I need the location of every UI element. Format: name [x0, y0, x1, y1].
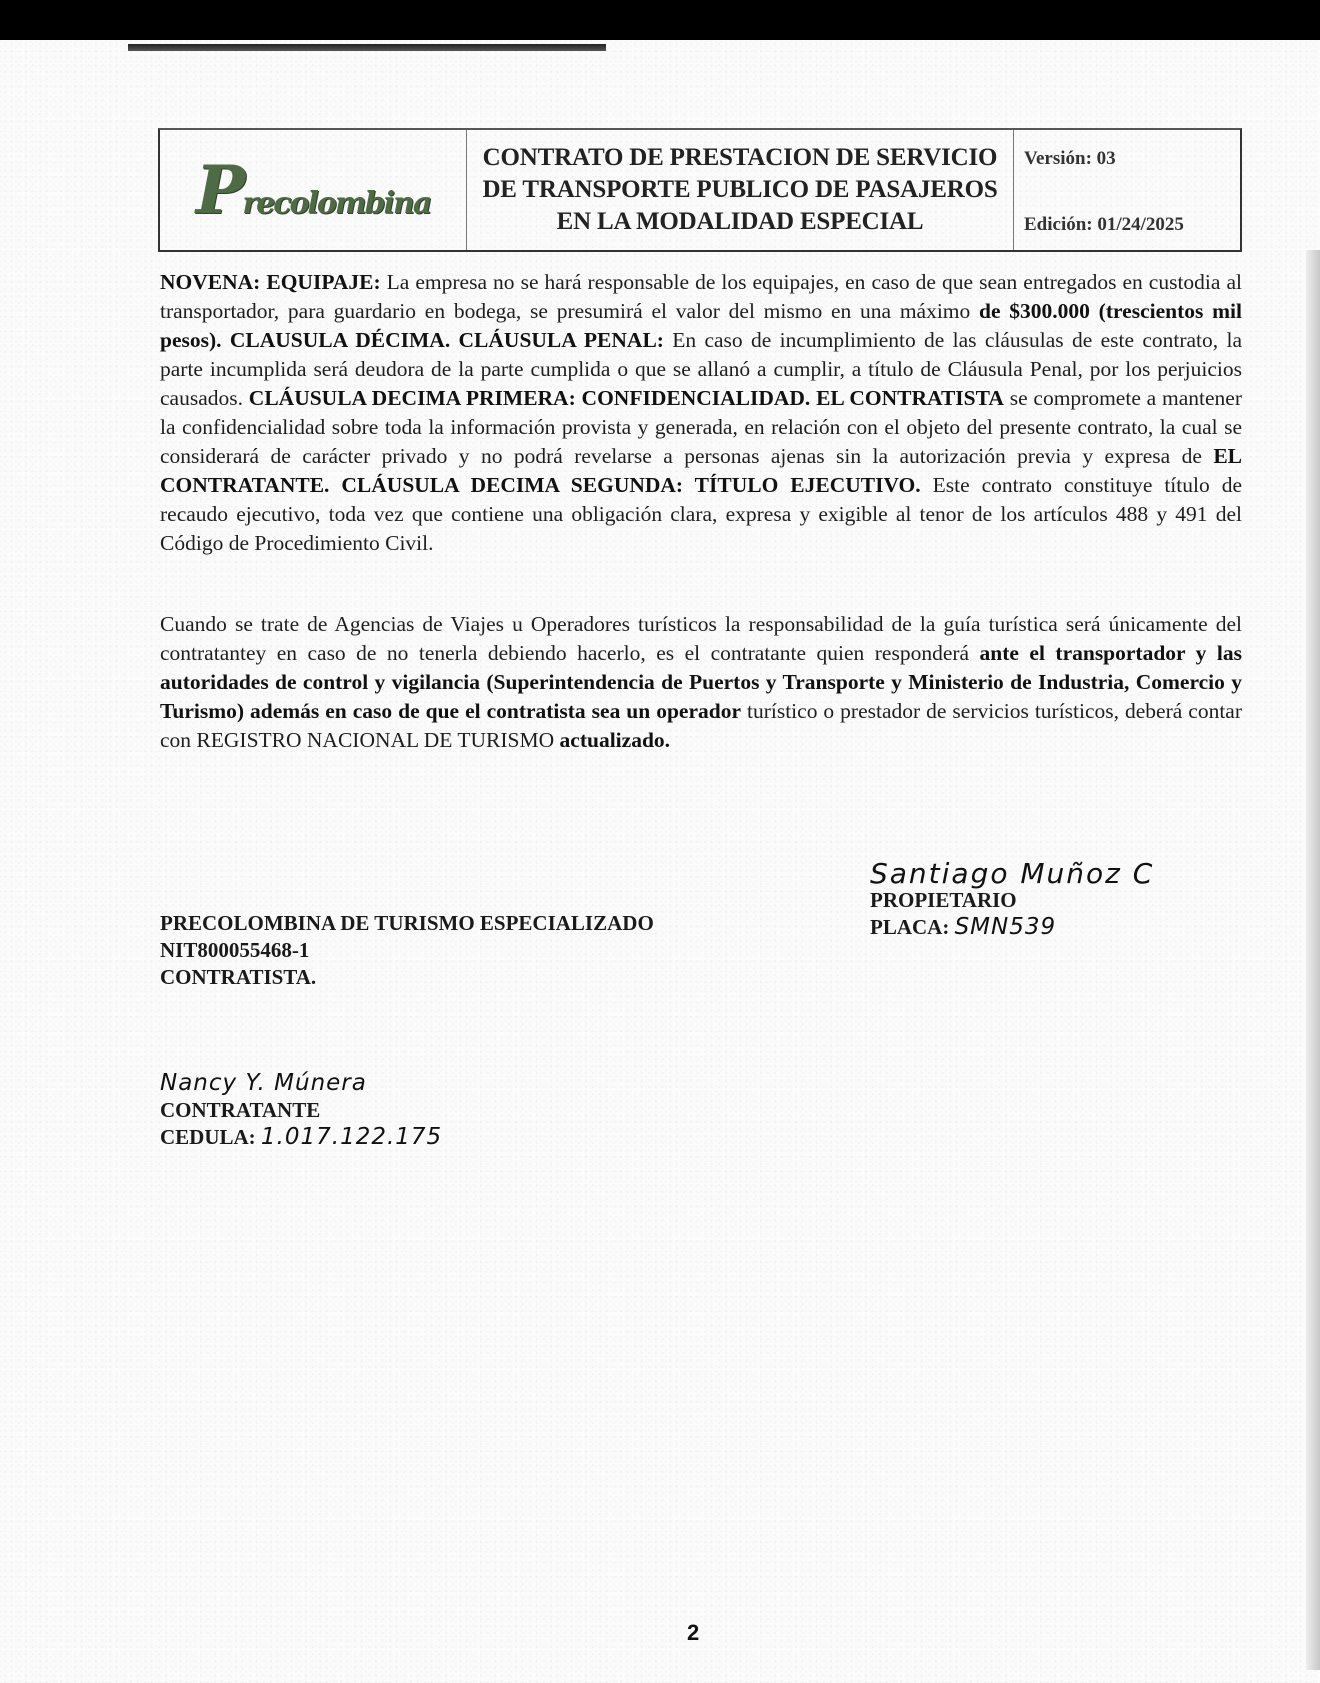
- agencies-text-bold: ante el transportador y las autoridades de control y vigilancia (Superintendencia de Puertos y Transporte y Ministerio de Industria, Comercio y Turismo) además en caso de que el contratista sea un operador: [160, 641, 1242, 723]
- logo-cell: [160, 130, 467, 250]
- clause-novena-heading: NOVENA: EQUIPAJE:: [160, 270, 381, 294]
- cedula-label: CEDULA:: [160, 1125, 256, 1149]
- clause-novena-text: La empresa no se hará responsable de los equipajes, en caso de que sean entregados en custodia al transportador, para guardario en bodega, se presumirá el valor del mismo en una máximo: [160, 270, 1242, 323]
- clause-decima-primera-party: EL CONTRATANTE.: [160, 444, 1242, 497]
- agencies-text-tail: turístico o prestador de servicios turísticos, deberá contar con REGISTRO NACIONAL DE TURISMO: [160, 699, 1242, 752]
- agencies-paragraph: [160, 610, 1242, 755]
- clause-decima-segunda-heading: CLÁUSULA DECIMA SEGUNDA: TÍTULO EJECUTIVO.: [329, 473, 921, 497]
- clause-decima-heading: CLAUSULA DÉCIMA. CLÁUSULA PENAL:: [221, 328, 664, 352]
- edition-label: Edición: 01/24/2025: [1024, 214, 1184, 235]
- contratante-role: CONTRATANTE: [160, 1098, 321, 1122]
- propietario-signature-block: [870, 857, 1155, 941]
- company-logo: Precolombina: [195, 151, 431, 229]
- version-label: Versión: 03: [1024, 148, 1116, 169]
- plate-value: SMN539: [954, 914, 1057, 940]
- propietario-handwritten-signature: Santiago Muñoz C: [870, 857, 1155, 890]
- clause-decima-segunda-text: Este contrato constituye título de recaudo ejecutivo, toda vez que contiene una obligación clara, expresa y exigible al tenor de los artículos 488 y 491 del Código de Procedimiento Civil.: [160, 473, 1242, 555]
- contratante-signature-block: [160, 1070, 442, 1151]
- clauses-paragraph: [160, 268, 1242, 558]
- clause-decima-text: En caso de incumplimiento de las cláusulas de este contrato, la parte incumplida será deudora de la parte cumplida o que se allanó a cumplir, a título de Cláusula Penal, por los perjuicios causados.: [160, 328, 1242, 410]
- agencies-text: Cuando se trate de Agencias de Viajes u Operadores turísticos la responsabilidad de la guía turística será únicamente del contratantey en caso de no tenerla debiendo hacerlo, es el contratante quien responderá: [160, 612, 1242, 665]
- scan-edge-shadow: [1306, 250, 1320, 1670]
- contratista-role: CONTRATISTA.: [160, 965, 317, 989]
- contratante-handwritten-signature: Nancy Y. Múnera: [160, 1070, 367, 1096]
- clause-decima-primera-heading: CLÁUSULA DECIMA PRIMERA: CONFIDENCIALIDAD. EL CONTRATISTA: [243, 386, 1004, 410]
- title-line: CONTRATO DE PRESTACION DE SERVICIO: [482, 144, 998, 171]
- page-number: 2: [687, 1620, 700, 1645]
- clause-decima-primera-text: se compromete a mantener la confidencialidad sobre toda la información provista y generada, en relación con el objeto del presente contrato, la cual se considerará de carácter privado y no podrá revelarse a personas ajenas sin la autorización previa y expresa de: [160, 386, 1242, 468]
- document-page: [0, 40, 1320, 1683]
- title-line: DE TRANSPORTE PUBLICO DE PASAJEROS: [482, 176, 998, 203]
- contratista-company: PRECOLOMBINA DE TURISMO ESPECIALIZADO: [160, 911, 654, 935]
- document-header: [158, 128, 1242, 252]
- clause-novena-amount: de $300.000 (trescientos mil pesos).: [160, 299, 1242, 352]
- document-meta: [1014, 130, 1240, 250]
- cedula-value: 1.017.122.175: [260, 1124, 443, 1150]
- plate-label: PLACA:: [870, 915, 950, 939]
- scan-artifact-bar: [128, 44, 606, 51]
- title-line: EN LA MODALIDAD ESPECIAL: [556, 208, 924, 235]
- agencies-text-end: actualizado.: [559, 728, 671, 752]
- propietario-role: PROPIETARIO: [870, 888, 1017, 912]
- contratista-signature-block: [160, 910, 654, 991]
- contratista-nit: NIT800055468-1: [160, 938, 310, 962]
- document-title: [467, 130, 1014, 250]
